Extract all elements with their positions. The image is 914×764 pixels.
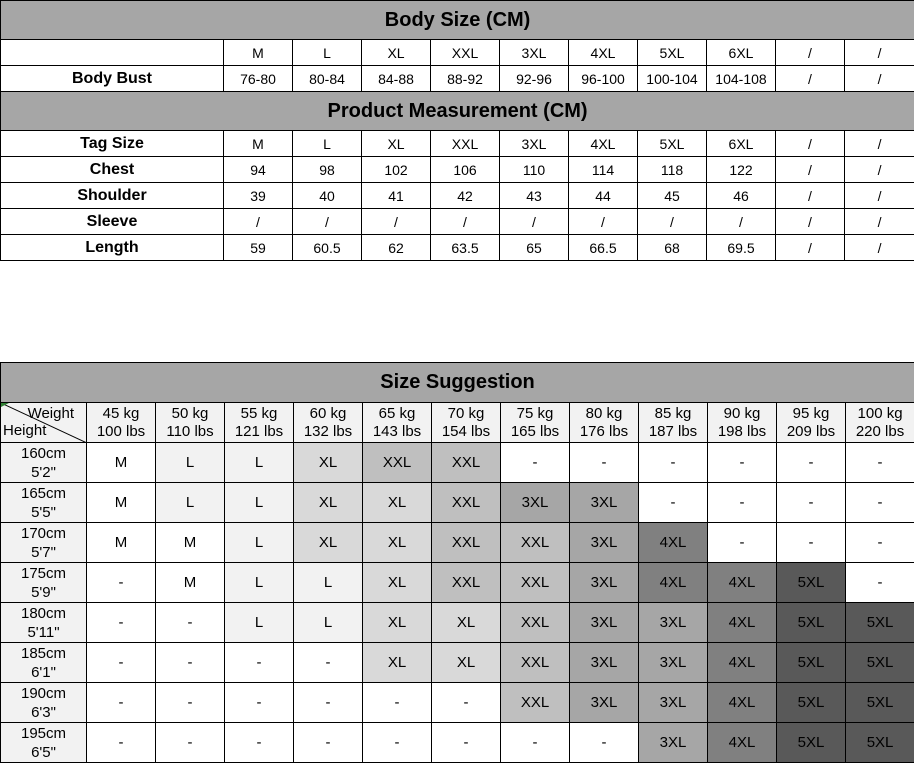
value-cell: 110	[500, 157, 569, 183]
height-ft: 5'7"	[31, 543, 56, 561]
suggested-size-cell: -	[777, 443, 846, 483]
height-cell	[1, 683, 87, 723]
value-cell: 39	[224, 183, 293, 209]
suggested-size-cell: 3XL	[570, 523, 639, 563]
value-cell: /	[707, 209, 776, 235]
size-cell: /	[845, 40, 914, 66]
value-cell: 60.5	[293, 235, 362, 261]
suggested-size-cell: 5XL	[846, 723, 914, 763]
suggested-size-cell: L	[225, 523, 294, 563]
product-row	[1, 183, 914, 209]
suggested-size-cell: -	[156, 723, 225, 763]
suggested-size-cell: 3XL	[570, 683, 639, 723]
product-row	[1, 235, 914, 261]
value-cell: /	[224, 209, 293, 235]
weight-kg: 55 kg	[240, 404, 278, 422]
size-cell: XL	[362, 40, 431, 66]
suggested-size-cell: 3XL	[570, 483, 639, 523]
weight-cell	[432, 403, 501, 443]
weight-cell	[156, 403, 225, 443]
size-suggestion-table	[0, 362, 914, 763]
value-cell: 88-92	[431, 66, 500, 92]
suggested-size-cell: 5XL	[777, 643, 846, 683]
value-cell: 84-88	[362, 66, 431, 92]
height-cm: 175cm	[20, 564, 67, 582]
suggested-size-cell: L	[225, 443, 294, 483]
value-cell: /	[845, 235, 914, 261]
suggested-size-cell: XL	[363, 563, 432, 603]
suggested-size-cell: -	[846, 523, 914, 563]
value-cell: 3XL	[500, 131, 569, 157]
suggested-size-cell: -	[777, 523, 846, 563]
height-row	[1, 683, 914, 723]
size-cell: M	[224, 40, 293, 66]
height-cell	[1, 603, 87, 643]
weight-kg: 70 kg	[447, 404, 485, 422]
suggested-size-cell: -	[87, 723, 156, 763]
size-cell: 5XL	[638, 40, 707, 66]
suggested-size-cell: XXL	[501, 683, 570, 723]
value-cell: /	[362, 209, 431, 235]
suggested-size-cell: 4XL	[708, 643, 777, 683]
value-cell: 96-100	[569, 66, 638, 92]
weight-height-corner	[1, 403, 87, 443]
suggested-size-cell: XL	[432, 643, 501, 683]
suggested-size-cell: 5XL	[777, 683, 846, 723]
height-row	[1, 563, 914, 603]
weight-kg: 75 kg	[516, 404, 554, 422]
suggested-size-cell: M	[87, 523, 156, 563]
suggested-size-cell: XXL	[363, 443, 432, 483]
row-label: Tag Size	[1, 131, 224, 157]
suggested-size-cell: XXL	[501, 563, 570, 603]
value-cell: 44	[569, 183, 638, 209]
suggested-size-cell: XXL	[432, 443, 501, 483]
row-label: Length	[1, 235, 224, 261]
value-cell: XXL	[431, 131, 500, 157]
suggested-size-cell: -	[294, 683, 363, 723]
suggested-size-cell: -	[363, 723, 432, 763]
value-cell: /	[776, 209, 845, 235]
weight-cell	[846, 403, 914, 443]
weight-cell	[501, 403, 570, 443]
weight-axis-label: Weight	[27, 405, 74, 422]
weight-lbs: 110 lbs	[166, 422, 214, 440]
weight-header-row	[1, 403, 914, 443]
suggested-size-cell: 5XL	[846, 683, 914, 723]
height-ft: 5'2"	[31, 463, 56, 481]
suggested-size-cell: -	[294, 723, 363, 763]
weight-kg: 65 kg	[378, 404, 416, 422]
suggested-size-cell: 3XL	[639, 603, 708, 643]
product-row	[1, 209, 914, 235]
height-row	[1, 643, 914, 683]
size-cell: L	[293, 40, 362, 66]
value-cell: 69.5	[707, 235, 776, 261]
height-row	[1, 443, 914, 483]
weight-lbs: 100 lbs	[96, 422, 146, 440]
height-axis-label: Height	[3, 422, 47, 439]
value-cell: /	[845, 66, 914, 92]
value-cell: 102	[362, 157, 431, 183]
suggested-size-cell: 4XL	[708, 723, 777, 763]
value-cell: XL	[362, 131, 431, 157]
value-cell: 68	[638, 235, 707, 261]
suggested-size-cell: L	[294, 603, 363, 643]
height-cell	[1, 723, 87, 763]
height-cm: 165cm	[20, 484, 67, 502]
weight-kg: 95 kg	[792, 404, 830, 422]
height-cm: 170cm	[20, 524, 67, 542]
value-cell: /	[776, 235, 845, 261]
suggested-size-cell: -	[156, 603, 225, 643]
suggested-size-cell: 3XL	[639, 643, 708, 683]
height-cell	[1, 483, 87, 523]
row-label: Shoulder	[1, 183, 224, 209]
weight-lbs: 209 lbs	[786, 422, 836, 440]
value-cell: 80-84	[293, 66, 362, 92]
suggested-size-cell: -	[87, 563, 156, 603]
value-cell: /	[638, 209, 707, 235]
suggested-size-cell: -	[708, 523, 777, 563]
weight-lbs: 198 lbs	[717, 422, 767, 440]
size-suggestion-title: Size Suggestion	[1, 363, 914, 403]
value-cell: 114	[569, 157, 638, 183]
suggested-size-cell: -	[501, 723, 570, 763]
suggested-size-cell: L	[225, 563, 294, 603]
value-cell: /	[500, 209, 569, 235]
suggested-size-cell: 5XL	[846, 603, 914, 643]
suggested-size-cell: XL	[363, 603, 432, 643]
value-cell: 92-96	[500, 66, 569, 92]
suggested-size-cell: 3XL	[639, 683, 708, 723]
height-ft: 6'5"	[31, 743, 56, 761]
value-cell: 45	[638, 183, 707, 209]
suggested-size-cell: -	[639, 443, 708, 483]
value-cell: M	[224, 131, 293, 157]
weight-kg: 80 kg	[585, 404, 623, 422]
weight-cell	[225, 403, 294, 443]
suggested-size-cell: L	[225, 483, 294, 523]
value-cell: 63.5	[431, 235, 500, 261]
suggested-size-cell: -	[708, 483, 777, 523]
value-cell: 5XL	[638, 131, 707, 157]
value-cell: 65	[500, 235, 569, 261]
size-cell: 4XL	[569, 40, 638, 66]
suggested-size-cell: 3XL	[501, 483, 570, 523]
height-ft: 6'1"	[31, 663, 56, 681]
suggested-size-cell: L	[156, 443, 225, 483]
suggested-size-cell: -	[87, 603, 156, 643]
height-row	[1, 723, 914, 763]
height-cm: 180cm	[20, 604, 67, 622]
suggested-size-cell: M	[87, 483, 156, 523]
height-row	[1, 603, 914, 643]
value-cell: /	[845, 209, 914, 235]
height-cell	[1, 643, 87, 683]
suggested-size-cell: 4XL	[639, 563, 708, 603]
weight-cell	[294, 403, 363, 443]
body-size-header-row	[1, 1, 914, 40]
weight-lbs: 165 lbs	[510, 422, 560, 440]
suggested-size-cell: XL	[294, 443, 363, 483]
suggested-size-cell: -	[225, 683, 294, 723]
suggested-size-cell: -	[570, 723, 639, 763]
value-cell: 41	[362, 183, 431, 209]
size-cell: XXL	[431, 40, 500, 66]
value-cell: 4XL	[569, 131, 638, 157]
suggested-size-cell: M	[87, 443, 156, 483]
row-label-empty	[1, 40, 224, 66]
value-cell: 46	[707, 183, 776, 209]
height-cm: 190cm	[20, 684, 67, 702]
value-cell: /	[845, 157, 914, 183]
value-cell: /	[845, 183, 914, 209]
suggested-size-cell: L	[156, 483, 225, 523]
weight-kg: 90 kg	[723, 404, 761, 422]
suggested-size-cell: 3XL	[570, 563, 639, 603]
value-cell: /	[431, 209, 500, 235]
product-row	[1, 131, 914, 157]
suggested-size-cell: -	[846, 563, 914, 603]
weight-lbs: 143 lbs	[372, 422, 422, 440]
suggested-size-cell: M	[156, 523, 225, 563]
suggested-size-cell: XL	[363, 643, 432, 683]
suggested-size-cell: XL	[294, 483, 363, 523]
suggested-size-cell: -	[156, 643, 225, 683]
value-cell: /	[776, 183, 845, 209]
suggested-size-cell: XXL	[432, 483, 501, 523]
suggested-size-cell: -	[777, 483, 846, 523]
size-cell: 6XL	[707, 40, 776, 66]
size-chart-table	[0, 0, 914, 261]
product-row	[1, 157, 914, 183]
weight-cell	[777, 403, 846, 443]
weight-kg: 85 kg	[654, 404, 692, 422]
suggested-size-cell: 5XL	[777, 723, 846, 763]
suggested-size-cell: XL	[432, 603, 501, 643]
suggested-size-cell: L	[294, 563, 363, 603]
value-cell: /	[776, 157, 845, 183]
value-cell: 40	[293, 183, 362, 209]
row-label: Body Bust	[1, 66, 224, 92]
weight-kg: 60 kg	[309, 404, 347, 422]
weight-lbs: 176 lbs	[579, 422, 629, 440]
value-cell: 98	[293, 157, 362, 183]
suggested-size-cell: 4XL	[708, 683, 777, 723]
value-cell: 104-108	[707, 66, 776, 92]
height-cell	[1, 523, 87, 563]
weight-cell	[87, 403, 156, 443]
body-bust-row	[1, 66, 914, 92]
size-cell: 3XL	[500, 40, 569, 66]
value-cell: 42	[431, 183, 500, 209]
value-cell: /	[776, 131, 845, 157]
suggested-size-cell: 3XL	[639, 723, 708, 763]
weight-cell	[363, 403, 432, 443]
suggested-size-cell: 4XL	[639, 523, 708, 563]
weight-lbs: 154 lbs	[441, 422, 491, 440]
value-cell: 106	[431, 157, 500, 183]
value-cell: /	[293, 209, 362, 235]
weight-kg: 100 kg	[857, 404, 903, 422]
suggested-size-cell: -	[432, 723, 501, 763]
suggested-size-cell: -	[87, 643, 156, 683]
body-size-title: Body Size (CM)	[1, 1, 914, 40]
height-cm: 160cm	[20, 444, 67, 462]
suggested-size-cell: -	[501, 443, 570, 483]
size-cell: /	[776, 40, 845, 66]
suggested-size-cell: -	[708, 443, 777, 483]
value-cell: /	[845, 131, 914, 157]
suggested-size-cell: L	[225, 603, 294, 643]
suggested-size-cell: M	[156, 563, 225, 603]
suggested-size-cell: 5XL	[777, 563, 846, 603]
value-cell: 118	[638, 157, 707, 183]
suggested-size-cell: 5XL	[846, 643, 914, 683]
weight-kg: 45 kg	[102, 404, 140, 422]
suggested-size-cell: -	[846, 443, 914, 483]
height-cm: 195cm	[20, 724, 67, 742]
suggested-size-cell: -	[846, 483, 914, 523]
weight-lbs: 121 lbs	[234, 422, 284, 440]
value-cell: L	[293, 131, 362, 157]
weight-lbs: 132 lbs	[303, 422, 353, 440]
value-cell: /	[776, 66, 845, 92]
suggested-size-cell: 3XL	[570, 643, 639, 683]
weight-cell	[639, 403, 708, 443]
value-cell: 76-80	[224, 66, 293, 92]
value-cell: 122	[707, 157, 776, 183]
height-cell	[1, 563, 87, 603]
suggested-size-cell: XL	[294, 523, 363, 563]
suggested-size-cell: -	[87, 683, 156, 723]
weight-cell	[708, 403, 777, 443]
weight-lbs: 220 lbs	[855, 422, 905, 440]
height-ft: 5'9"	[31, 583, 56, 601]
height-ft: 5'5"	[31, 503, 56, 521]
suggested-size-cell: -	[363, 683, 432, 723]
suggested-size-cell: 5XL	[777, 603, 846, 643]
suggested-size-cell: XXL	[432, 563, 501, 603]
value-cell: 6XL	[707, 131, 776, 157]
suggested-size-cell: -	[156, 683, 225, 723]
suggested-size-cell: -	[570, 443, 639, 483]
product-measurement-title: Product Measurement (CM)	[1, 92, 914, 131]
suggested-size-cell: XXL	[501, 643, 570, 683]
suggested-size-cell: XL	[363, 483, 432, 523]
weight-cell	[570, 403, 639, 443]
height-ft: 5'11"	[27, 623, 60, 641]
value-cell: 94	[224, 157, 293, 183]
suggested-size-cell: -	[294, 643, 363, 683]
value-cell: 100-104	[638, 66, 707, 92]
weight-lbs: 187 lbs	[648, 422, 698, 440]
suggested-size-cell: XL	[363, 523, 432, 563]
row-label: Sleeve	[1, 209, 224, 235]
suggested-size-cell: -	[225, 643, 294, 683]
suggested-size-cell: XXL	[501, 603, 570, 643]
suggested-size-cell: 4XL	[708, 563, 777, 603]
body-size-sizes-row	[1, 40, 914, 66]
value-cell: /	[569, 209, 638, 235]
suggested-size-cell: 3XL	[570, 603, 639, 643]
row-label: Chest	[1, 157, 224, 183]
height-cm: 185cm	[20, 644, 67, 662]
size-suggestion-header-row	[1, 363, 914, 403]
value-cell: 59	[224, 235, 293, 261]
height-ft: 6'3"	[31, 703, 56, 721]
suggested-size-cell: -	[639, 483, 708, 523]
height-row	[1, 483, 914, 523]
value-cell: 43	[500, 183, 569, 209]
height-row	[1, 523, 914, 563]
product-header-row	[1, 92, 914, 131]
suggested-size-cell: XXL	[432, 523, 501, 563]
height-cell	[1, 443, 87, 483]
suggested-size-cell: XXL	[501, 523, 570, 563]
suggested-size-cell: -	[225, 723, 294, 763]
suggested-size-cell: 4XL	[708, 603, 777, 643]
suggested-size-cell: -	[432, 683, 501, 723]
value-cell: 66.5	[569, 235, 638, 261]
value-cell: 62	[362, 235, 431, 261]
weight-kg: 50 kg	[171, 404, 209, 422]
